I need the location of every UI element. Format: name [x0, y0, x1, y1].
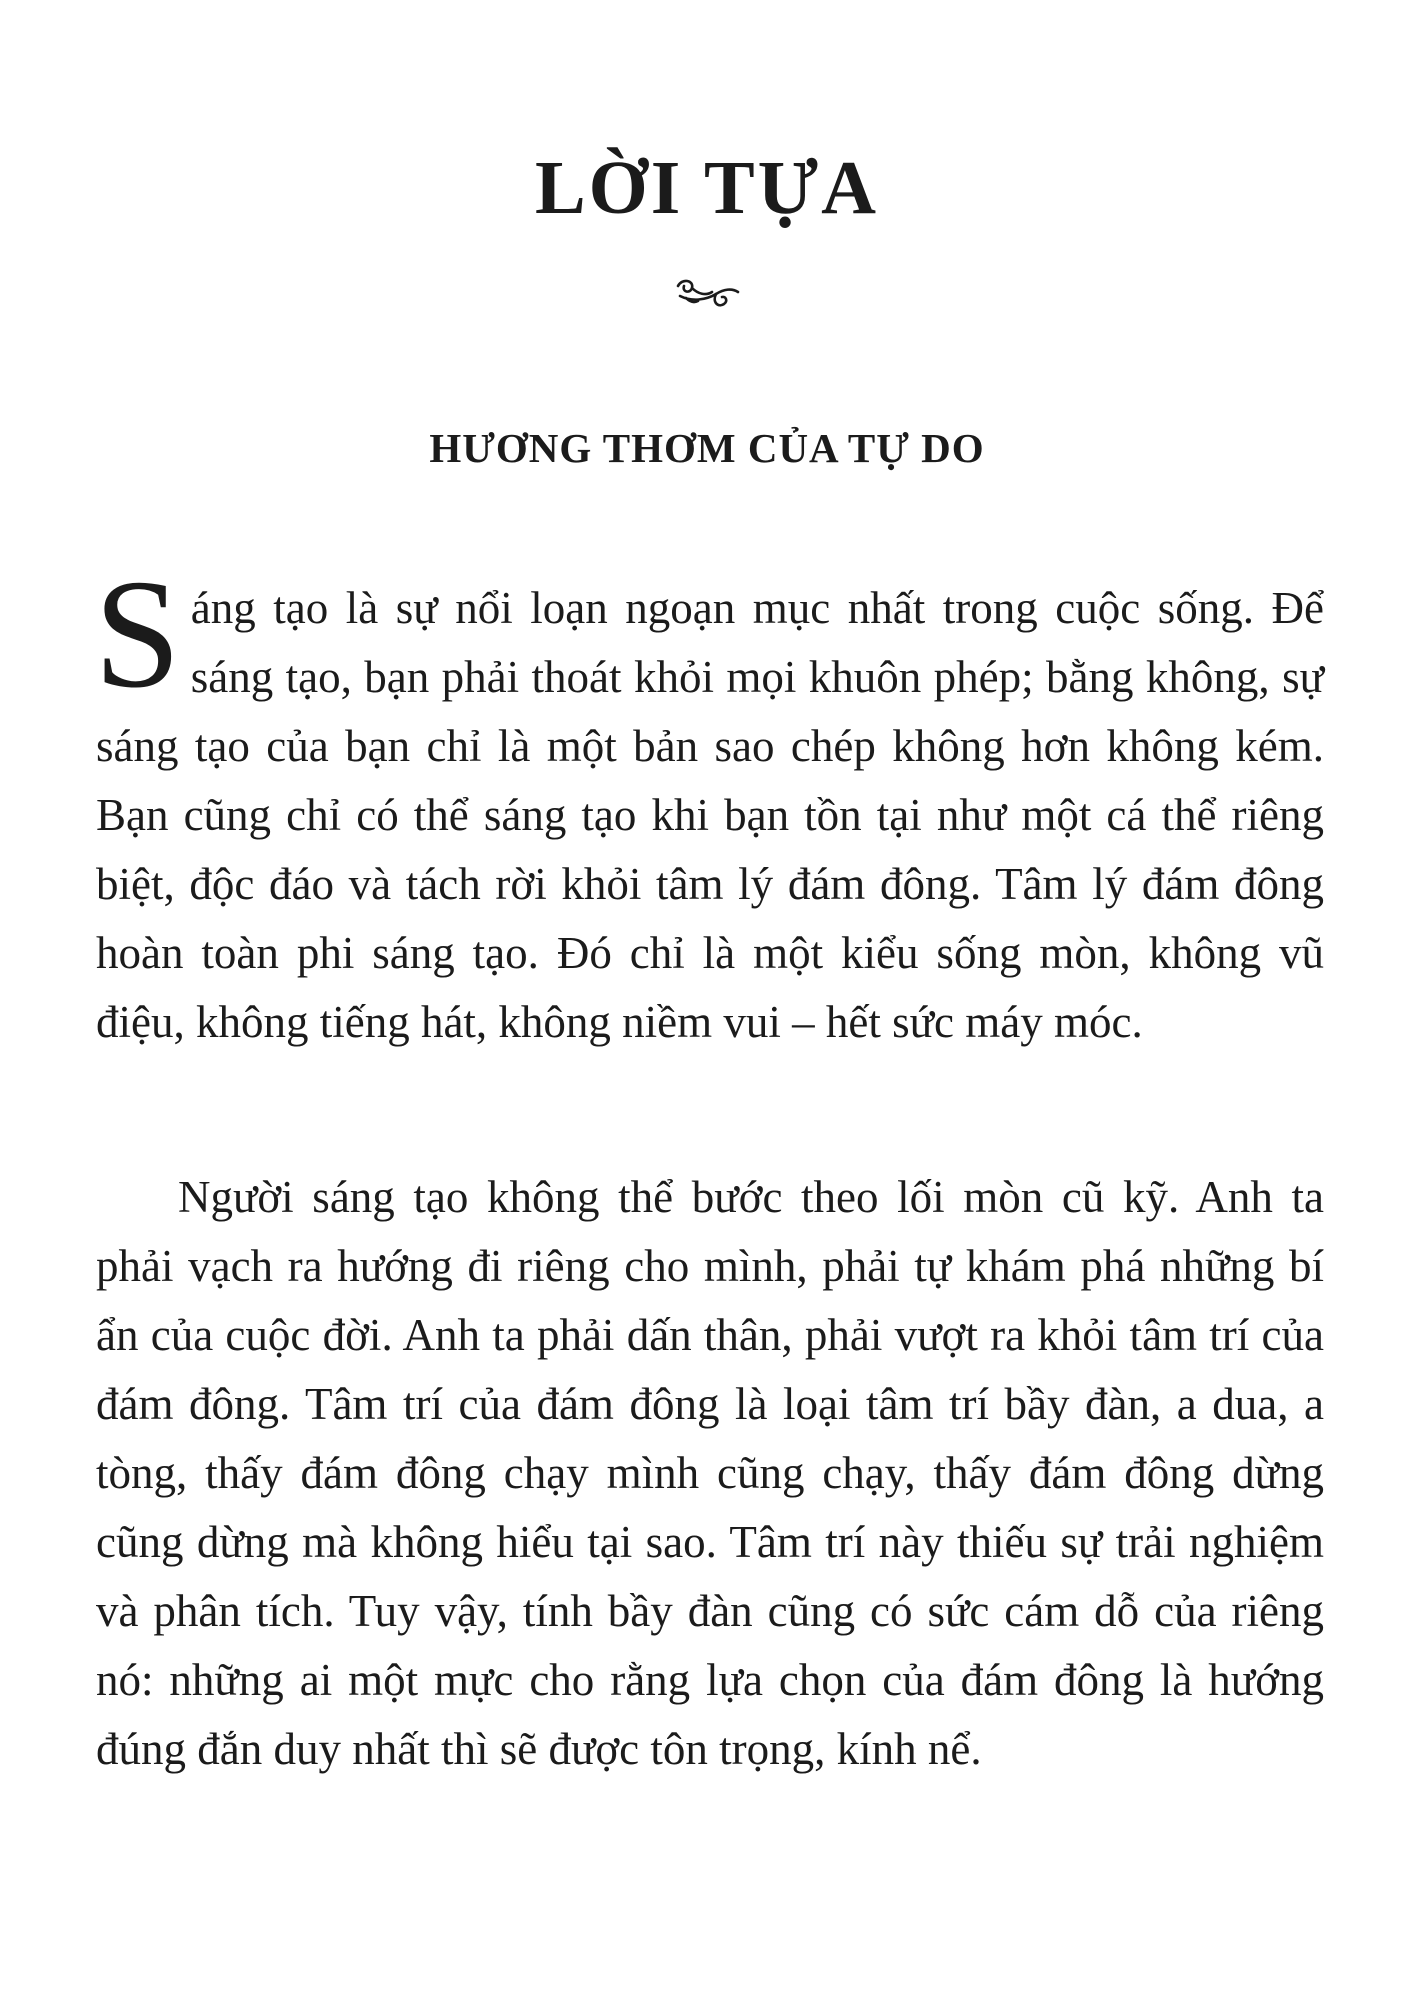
fleuron-ornament-icon: [672, 272, 742, 316]
paragraph-1-text: áng tạo là sự nổi loạn ngoạn mục nhất trong cuộc sống. Để sáng tạo, bạn phải thoát khỏi mọi khuôn phép; bằng không, sự sáng tạo của bạn chỉ là một bản sao chép không hơn không kém. Bạn cũng chỉ có thể sáng tạo khi bạn tồn tại như một cá thể riêng biệt, độc đáo và tách rời khỏi tâm lý đám đông. Tâm lý đám đông hoàn toàn phi sáng tạo. Đó chỉ là một kiểu sống mòn, không vũ điệu, không tiếng hát, không niềm vui – hết sức máy móc.: [96, 583, 1324, 1047]
drop-cap: S: [94, 547, 181, 720]
paragraph-1: [94, 547, 1324, 1057]
paragraph-2: [96, 1163, 1324, 1784]
paragraph-2-text: Người sáng tạo không thể bước theo lối mòn cũ kỹ. Anh ta phải vạch ra hướng đi riêng cho mình, phải tự khám phá những bí ẩn của cuộc đời. Anh ta phải dấn thân, phải vượt ra khỏi tâm trí của đám đông. Tâm trí của đám đông là loại tâm trí bầy đàn, a dua, a tòng, thấy đám đông chạy mình cũng chạy, thấy đám đông dừng cũng dừng mà không hiểu tại sao. Tâm trí này thiếu sự trải nghiệm và phân tích. Tuy vậy, tính bầy đàn cũng có sức cám dỗ của riêng nó: những ai một mực cho rằng lựa chọn của đám đông là hướng đúng đắn duy nhất thì sẽ được tôn trọng, kính nể.: [96, 1172, 1324, 1774]
chapter-title: LỜI TỰA: [534, 146, 880, 230]
section-title: HƯƠNG THƠM CỦA TỰ DO: [429, 425, 985, 471]
